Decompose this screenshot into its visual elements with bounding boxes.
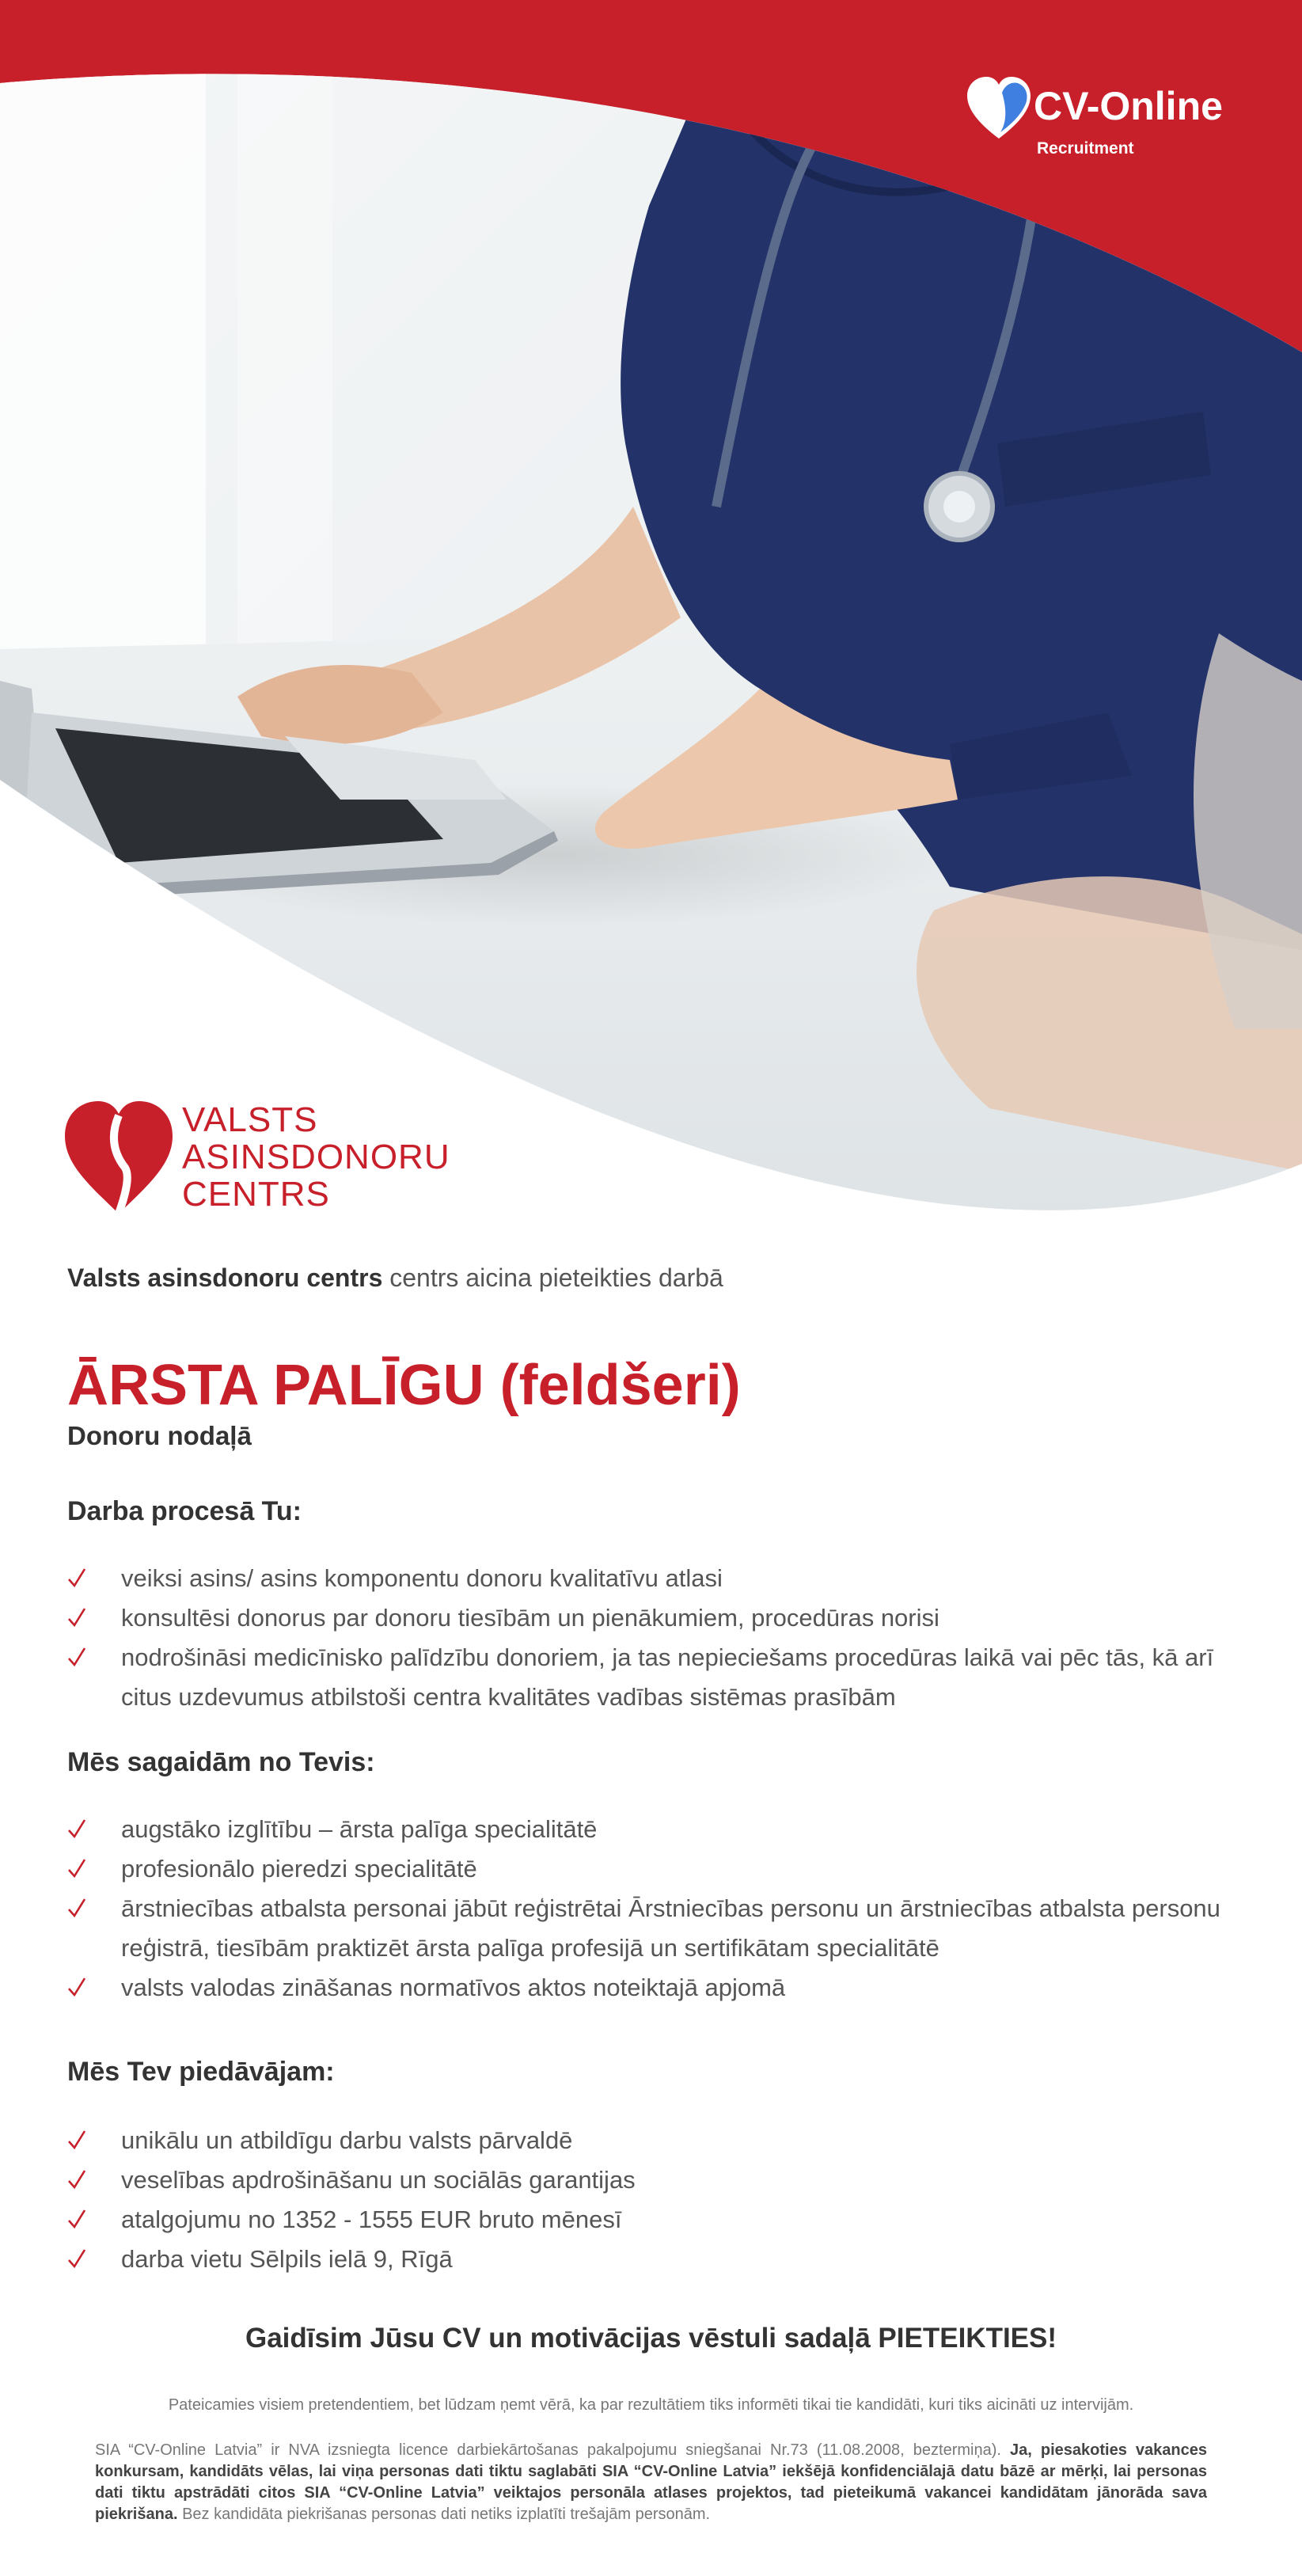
- check-icon: [67, 1818, 86, 1839]
- list-item: valsts valodas zināšanas normatīvos aktos noteiktajā apjomā: [67, 1968, 1239, 2008]
- employer-logo-line: ASINSDONORU: [182, 1138, 450, 1176]
- section-title-offer: Mēs Tev piedāvājam:: [67, 2056, 335, 2087]
- offer-list: [67, 2121, 1239, 2279]
- check-icon: [67, 2248, 86, 2269]
- check-icon: [67, 1647, 86, 1667]
- cv-online-logo[interactable]: [966, 75, 1251, 162]
- list-item: nodrošināsi medicīnisko palīdzību donoriem, ja tas nepieciešams procedūras laikā vai pēc tās, kā arī citus uzdevumus atbilstoši centra kvalitātes vadības sistēmas prasībām: [67, 1638, 1239, 1717]
- call-to-action: Gaidīsim Jūsu CV un motivācijas vēstuli sadaļā PIETEIKTIES!: [245, 2323, 1057, 2354]
- company-name: Valsts asinsdonoru centrs: [67, 1263, 383, 1292]
- check-icon: [67, 1858, 86, 1879]
- list-item: veselības apdrošināšanu un sociālās garantijas: [67, 2160, 1239, 2200]
- legal-consent: Ja, piesakoties vakances konkursam, kandidāts vēlas, lai viņa personas dati tiktu saglabāti SIA “CV-Online Latvia” iekšējā konfidenciālajā datu bāzē ar mērķi, lai personas dati tiktu apstrādāti citos SIA “CV-Online Latvia” veiktajos personāla atlases projektos, tad pieteikumā vakancei kandidātam jānorāda sava piekrišana.: [95, 2441, 1207, 2523]
- check-icon: [67, 1898, 86, 1918]
- intro-line: [67, 1263, 1239, 1293]
- list-item: ārstniecības atbalsta personai jābūt reģistrētai Ārstniecības personu un ārstniecības atbalsta personu reģistrā, tiesībām praktizēt ārsta palīga profesijā un sertifikātam specialitātē: [67, 1889, 1239, 1968]
- check-icon: [67, 2130, 86, 2150]
- check-icon: [67, 1977, 86, 1997]
- legal-notice: [95, 2440, 1207, 2525]
- hero-banner: [0, 0, 1302, 1235]
- section-title-requirements: Mēs sagaidām no Tevis:: [67, 1746, 375, 1777]
- cv-online-name: CV-Online: [1034, 84, 1223, 128]
- blood-heart-icon: [63, 1096, 174, 1215]
- list-item: veiksi asins/ asins komponentu donoru kvalitatīvu atlasi: [67, 1559, 1239, 1598]
- employer-logo: [63, 1096, 475, 1215]
- requirements-list: [67, 1810, 1239, 2008]
- employer-logo-text: [182, 1101, 450, 1213]
- list-item: atalgojumu no 1352 - 1555 EUR bruto mēnesī: [67, 2200, 1239, 2240]
- check-icon: [67, 1567, 86, 1588]
- duties-list: [67, 1559, 1239, 1717]
- check-icon: [67, 1607, 86, 1628]
- department: Donoru nodaļā: [67, 1420, 252, 1450]
- list-item: augstāko izglītību – ārsta palīga specialitātē: [67, 1810, 1239, 1849]
- check-icon: [67, 2209, 86, 2229]
- job-title: ĀRSTA PALĪGU (feldšeri): [67, 1354, 741, 1418]
- cv-online-heart-icon: [966, 75, 1032, 142]
- list-item: konsultēsi donorus par donoru tiesībām un pienākumiem, procedūras norisi: [67, 1598, 1239, 1638]
- legal-license: SIA “CV-Online Latvia” ir NVA izsniegta licence darbiekārtošanas pakalpojumu sniegšanai Nr.73 (11.08.2008, beztermiņa).: [95, 2441, 1011, 2459]
- section-title-duties: Darba procesā Tu:: [67, 1495, 302, 1526]
- list-item: profesionālo pieredzi specialitātē: [67, 1849, 1239, 1889]
- employer-logo-line: CENTRS: [182, 1175, 330, 1214]
- intro-text: centrs aicina pieteikties darbā: [382, 1263, 723, 1292]
- candidate-note: Pateicamies visiem pretendentiem, bet lūdzam ņemt vērā, ka par rezultātiem tiks informēti tikai tie kandidāti, kuri tiks aicināti uz intervijām.: [168, 2396, 1134, 2414]
- list-item: unikālu un atbildīgu darbu valsts pārvaldē: [67, 2121, 1239, 2160]
- check-icon: [67, 2169, 86, 2190]
- legal-privacy: Bez kandidāta piekrišanas personas dati netiks izplatīti trešajām personām.: [177, 2506, 711, 2523]
- job-ad-content: [67, 1263, 1239, 2279]
- cv-online-sub: Recruitment: [1037, 139, 1134, 158]
- employer-logo-line: VALSTS: [182, 1100, 318, 1139]
- list-item: darba vietu Sēlpils ielā 9, Rīgā: [67, 2240, 1239, 2279]
